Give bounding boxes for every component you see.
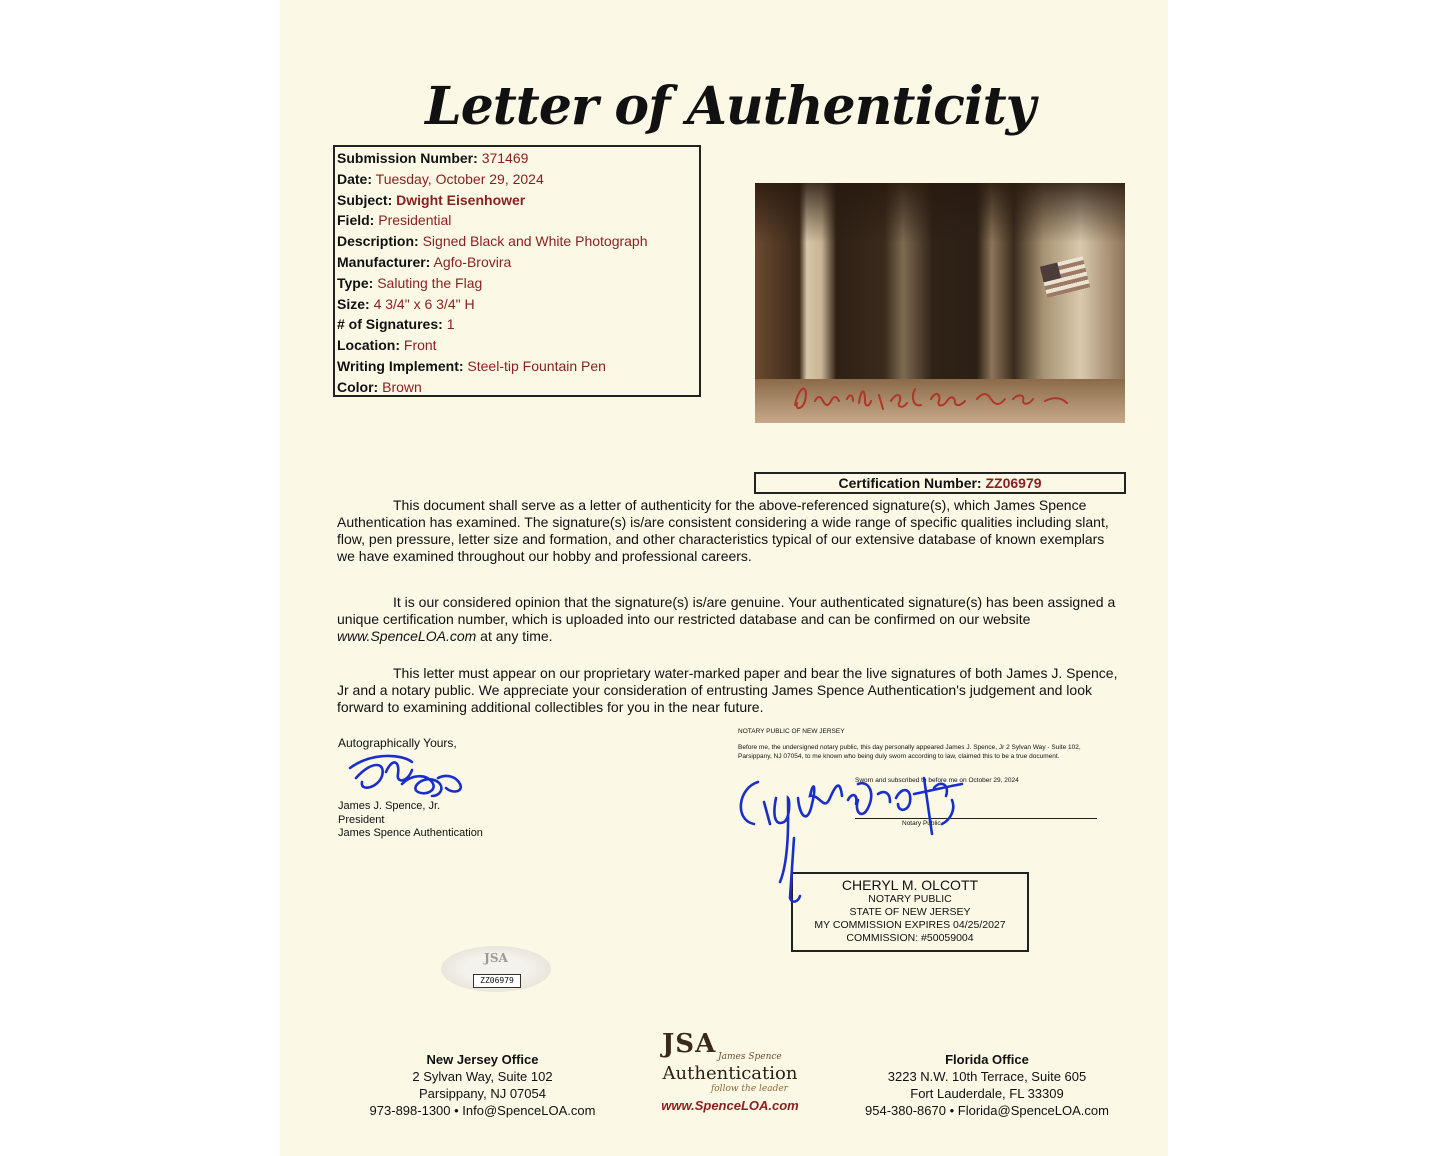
jsa-website[interactable]: www.SpenceLOA.com — [661, 1098, 799, 1113]
notary-stamp-title: NOTARY PUBLIC — [868, 893, 952, 905]
eisenhower-signature — [755, 375, 1125, 419]
fl-office-address-2: Fort Lauderdale, FL 33309 — [910, 1086, 1064, 1101]
jsa-logo-word: Authentication — [662, 1063, 798, 1084]
jsa-logo — [640, 1029, 820, 1127]
notary-sworn-line: Sworn and subscribed to before me on October 29, 2024 — [855, 777, 1019, 784]
notary-stamp-state: STATE OF NEW JERSEY — [849, 906, 971, 918]
olcott-signature — [728, 758, 1018, 908]
closing-line: Autographically Yours, — [338, 736, 457, 750]
nj-office-address-1: 2 Sylvan Way, Suite 102 — [412, 1069, 553, 1084]
jsa-logo-name: James Spence — [718, 1052, 782, 1062]
jsa-hologram-sticker — [441, 946, 551, 992]
paragraph-examination: This document shall serve as a letter of authenticity for the above-referenced signature(s), which James Spence Authentication has examined. The signature(s) is/are consistent considering a wide range of specific qualities including slant, flow, pen pressure, letter size and formation, and other characteristics typical of our extensive database of known exemplars we have examined throughout our hobby and professional careers. — [337, 497, 1109, 564]
detail-location: Location: Front — [337, 337, 437, 354]
signer-role: President — [338, 813, 385, 826]
detail-field: Field: Presidential — [337, 212, 452, 229]
fl-office-contact: 954-380-8670 • Florida@SpenceLOA.com — [865, 1103, 1109, 1118]
certification-number: ZZ06979 — [985, 475, 1042, 491]
hologram-number: ZZ06979 — [473, 974, 521, 988]
detail-type: Type: Saluting the Flag — [337, 274, 483, 291]
detail-date: Date: Tuesday, October 29, 2024 — [337, 170, 544, 187]
letter-page — [280, 0, 1168, 1156]
detail-manufacturer: Manufacturer: Agfo-Brovira — [337, 253, 512, 270]
signer-company: James Spence Authentication — [338, 827, 483, 839]
item-details-box — [333, 145, 701, 397]
notary-stamp-commission: COMMISSION: #50059004 — [846, 932, 974, 944]
flag-icon — [1040, 256, 1090, 298]
fl-office-email[interactable]: Florida@SpenceLOA.com — [957, 1103, 1109, 1118]
certification-label: Certification Number: — [838, 475, 982, 491]
jsa-mark: JSA — [662, 1029, 717, 1059]
paragraph-opinion: It is our considered opinion that the signature(s) is/are genuine. Your authenticated signature(s) has been assigned a unique certification number, which is uploaded into our restricted database and can be confirmed on our website www.SpenceLOA.com at any time. — [337, 594, 1116, 644]
notary-line-label: Notary Public — [902, 820, 941, 827]
notary-heading: NOTARY PUBLIC OF NEW JERSEY — [738, 728, 845, 735]
detail-color: Color: Brown — [337, 378, 422, 395]
signed-photograph — [755, 183, 1125, 423]
detail-subject: Subject: Dwight Eisenhower — [337, 191, 526, 208]
nj-office-title: New Jersey Office — [426, 1052, 539, 1067]
spence-signature — [342, 748, 472, 800]
website-link[interactable]: www.SpenceLOA.com — [337, 628, 477, 644]
notary-stamp-expires: MY COMMISSION EXPIRES 04/25/2027 — [814, 919, 1006, 931]
new-jersey-office — [350, 1051, 615, 1119]
jsa-logo-tagline: follow the leader — [710, 1084, 788, 1094]
nj-office-email[interactable]: Info@SpenceLOA.com — [462, 1103, 596, 1118]
document-title: Letter of Authenticity — [425, 76, 1035, 137]
detail-writing-implement: Writing Implement: Steel-tip Fountain Pen — [337, 357, 606, 374]
certification-number-box — [754, 472, 1126, 494]
nj-office-contact: 973-898-1300 • Info@SpenceLOA.com — [369, 1103, 596, 1118]
flag-canton — [1040, 262, 1061, 282]
nj-office-address-2: Parsippany, NJ 07054 — [419, 1086, 546, 1101]
signer-block — [338, 800, 483, 841]
hologram-logo: JSA — [484, 951, 508, 965]
florida-office — [837, 1051, 1137, 1119]
photo-shadow — [755, 183, 1125, 243]
detail-description: Description: Signed Black and White Photograph — [337, 233, 648, 250]
detail-signature-count: # of Signatures: 1 — [337, 316, 455, 333]
paragraph-requirements: This letter must appear on our proprietary water-marked paper and bear the live signatures of both James J. Spence, Jr and a notary public. We appreciate your consideration of entrusting James Spence Authentication's judgement and look forward to examining additional collectibles for you in the near future. — [337, 665, 1118, 715]
notary-statement: Before me, the undersigned notary public, this day personally appeared James J. Spence, Jr 2 Sylvan Way - Suite 102, Parsippany, NJ 07054, to me known who being duly sworn according to law, claimed this to be a true document. — [738, 744, 1081, 760]
notary-stamp-name: CHERYL M. OLCOTT — [841, 877, 979, 893]
signer-name: James J. Spence, Jr. — [338, 800, 441, 812]
detail-size: Size: 4 3/4" x 6 3/4" H — [337, 295, 475, 312]
fl-office-address-1: 3223 N.W. 10th Terrace, Suite 605 — [887, 1069, 1087, 1084]
fl-office-title: Florida Office — [945, 1052, 1029, 1067]
detail-submission-number: Submission Number: 371469 — [337, 150, 529, 166]
